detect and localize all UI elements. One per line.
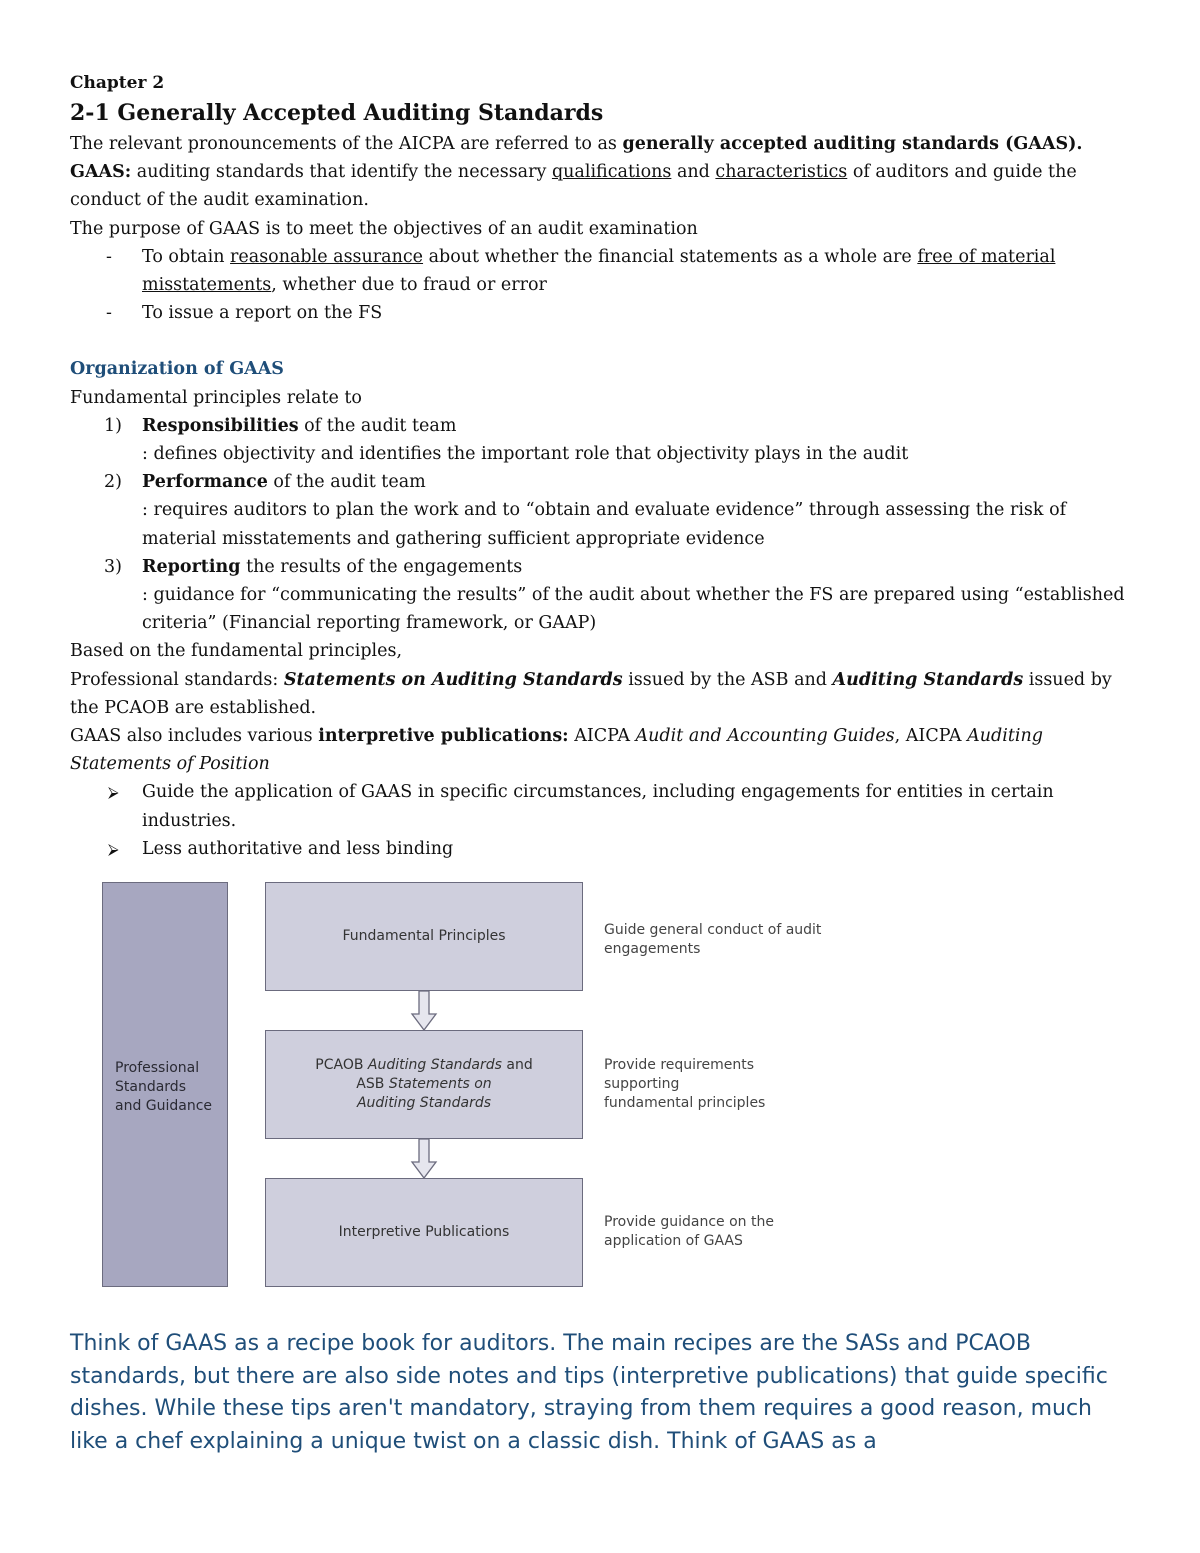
based-paragraph: Based on the fundamental principles,: [70, 641, 403, 662]
list-item: 3) Reporting the results of the engagements : guidance for “communicating the results” of the audit about whether the FS are prepared using “established criteria” (Financial reporting framework, or GAAP): [104, 556, 1125, 634]
principles-lead: Fundamental principles relate to: [70, 387, 362, 408]
note-standards: Provide requirements supporting fundamental principles: [604, 1057, 766, 1111]
page-title: 2-1 Generally Accepted Auditing Standards: [70, 100, 604, 126]
list-item: ⮚ Guide the application of GAAS in specific circumstances, including engagements for entities in certain industries.: [70, 778, 1140, 834]
list-item: ⮚ Less authoritative and less binding: [70, 835, 1140, 863]
interpretive-list: [70, 778, 1140, 863]
gaas-definition: GAAS: auditing standards that identify the necessary qualifications and characteristics of auditors and guide the conduct of the audit examination.: [70, 162, 1077, 211]
arrow-bullet-icon: ⮚: [108, 783, 119, 802]
document-body: [70, 70, 1140, 863]
note-fundamental: Guide general conduct of audit engagements: [604, 922, 822, 957]
list-item: - To issue a report on the FS: [106, 303, 383, 324]
auditing-standards-box: PCAOB Auditing Standards and ASB Statements on Auditing Standards: [265, 1030, 583, 1139]
down-arrow-icon: [410, 1138, 438, 1180]
closing-paragraph: Think of GAAS as a recipe book for auditors. The main recipes are the SASs and PCAOB standards, but there are also side notes and tips (interpretive publications) that guide specific dishes. While these tips aren't mandatory, straying from them requires a good reason, much like a chef explaining a unique twist on a classic dish. Think of GAAS as a: [70, 1331, 1108, 1454]
list-item: - To obtain reasonable assurance about whether the financial statements as a whole are free of material misstatements, whether due to fraud or error: [106, 246, 1056, 296]
fundamental-principles-box: Fundamental Principles: [265, 882, 583, 991]
interpretive-paragraph: GAAS also includes various interpretive publications: AICPA Audit and Accounting Guides, AICPA Auditing Statements of Position: [70, 726, 1043, 775]
principles-list: [70, 412, 1140, 638]
list-item: 2) Performance of the audit team : requires auditors to plan the work and to “obtain and evaluate evidence” through assessing the risk of material misstatements and gathering sufficient appropriate evidence: [104, 472, 1067, 549]
side-label: Professional Standards and Guidance: [115, 1060, 213, 1114]
interpretive-publications-box: Interpretive Publications: [265, 1178, 583, 1287]
professional-standards-paragraph: Professional standards: Statements on Auditing Standards issued by the ASB and Auditing Standards issued by the PCAOB are established.: [70, 669, 1112, 718]
intro-paragraph: The relevant pronouncements of the AICPA are referred to as generally accepted auditing standards (GAAS).: [70, 134, 1083, 154]
professional-standards-bar: [102, 882, 228, 1287]
note-interpretive: Provide guidance on the application of GAAS: [604, 1214, 774, 1249]
down-arrow-icon: [410, 990, 438, 1032]
section-heading: Organization of GAAS: [70, 359, 284, 380]
arrow-bullet-icon: ⮚: [108, 839, 119, 858]
chapter-label: Chapter 2: [70, 73, 165, 93]
purpose-list: [70, 243, 1140, 328]
gaas-diagram: [100, 880, 860, 1290]
purpose-paragraph: The purpose of GAAS is to meet the objectives of an audit examination: [70, 218, 698, 239]
list-item: 1) Responsibilities of the audit team : defines objectivity and identifies the important role that objectivity plays in the audit: [104, 415, 909, 465]
